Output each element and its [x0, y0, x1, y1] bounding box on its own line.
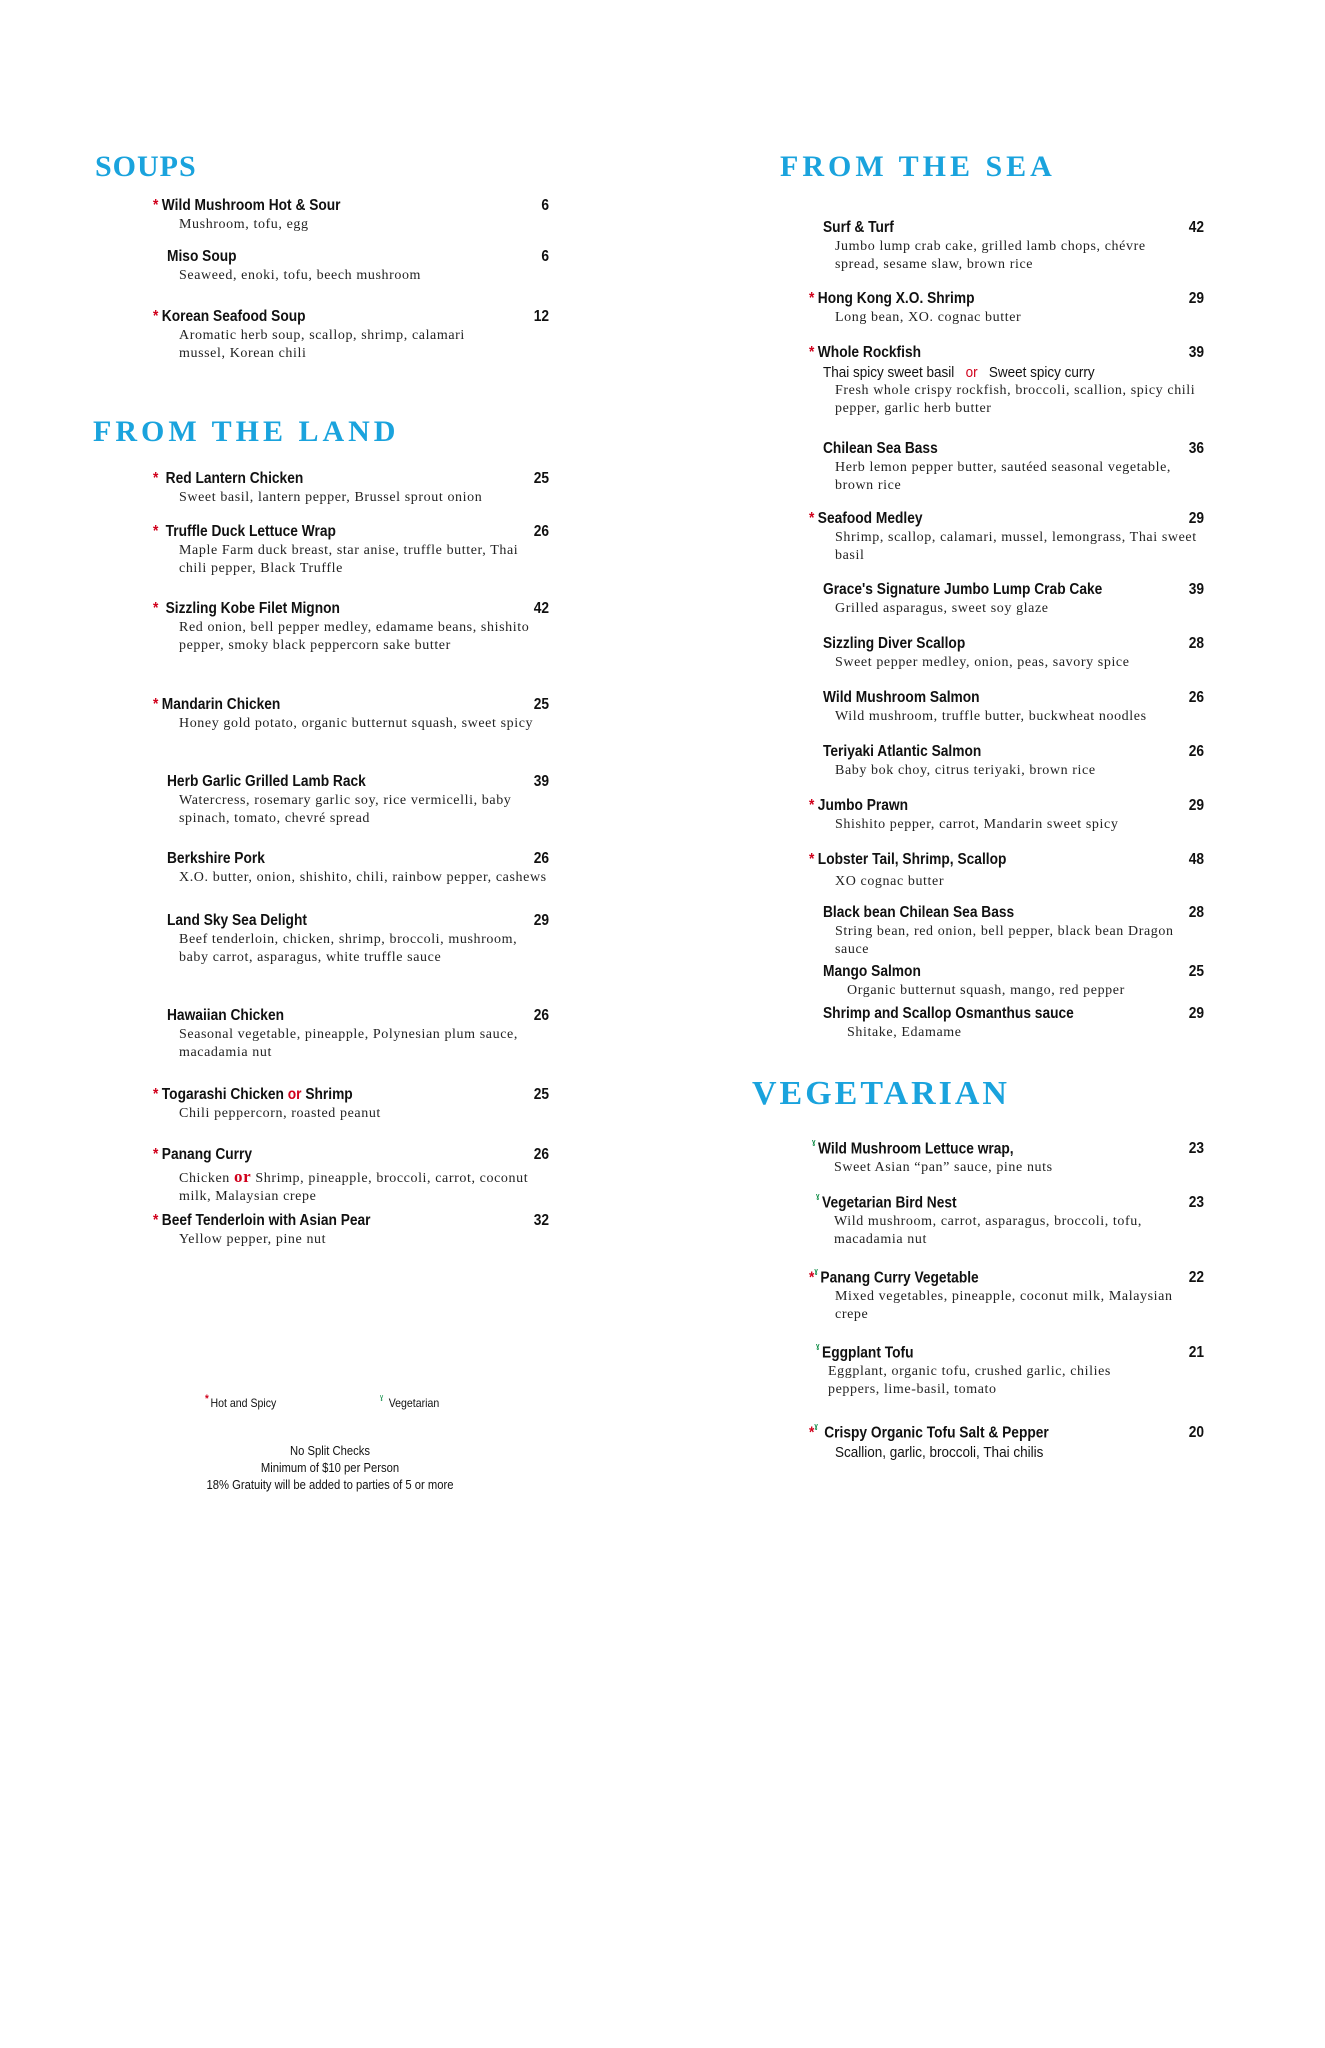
- spicy-icon: *: [153, 1086, 159, 1103]
- item-price: 25: [1188, 963, 1205, 980]
- item-description: String bean, red onion, bell pepper, black bean Dragon sauce: [835, 924, 1174, 957]
- item-name: Lobster Tail, Shrimp, Scallop: [817, 851, 1007, 868]
- footer-line: 18% Gratuity will be added to parties of 5 or more: [206, 1478, 454, 1492]
- menu-item: [153, 600, 550, 655]
- item-name: Panang Curry Vegetable: [820, 1269, 979, 1287]
- item-description: Red onion, bell pepper medley, edamame beans, shishito pepper, smoky black peppercorn sake butter: [179, 620, 530, 653]
- item-price: 29: [1188, 797, 1205, 814]
- item-name: Surf & Turf: [823, 219, 894, 236]
- item-price: 29: [1188, 510, 1205, 527]
- item-description: Shrimp, scallop, calamari, mussel, lemongrass, Thai sweet basil: [835, 530, 1197, 563]
- item-name: Seafood Medley: [817, 510, 923, 527]
- menu-item: [167, 248, 550, 285]
- item-description: Shishito pepper, carrot, Mandarin sweet spicy: [835, 817, 1119, 832]
- item-price: 6: [541, 248, 550, 265]
- section-title-sea: FROM THE SEA: [780, 150, 1056, 183]
- spicy-icon: *: [153, 197, 159, 214]
- item-name: Mandarin Chicken: [161, 696, 281, 713]
- menu-item: [823, 963, 1205, 1000]
- menu-item: [809, 510, 1205, 565]
- menu-item: [823, 743, 1205, 780]
- item-name: Beef Tenderloin with Asian Pear: [161, 1212, 371, 1229]
- item-description: Honey gold potato, organic butternut squash, sweet spicy: [179, 716, 534, 731]
- spicy-icon: *: [153, 600, 159, 617]
- legend-hot-label: Hot and Spicy: [210, 1396, 277, 1410]
- item-name: Wild Mushroom Salmon: [823, 689, 980, 706]
- item-description-b: Shrimp, pineapple, broccoli, carrot, coconut milk, Malaysian crepe: [179, 1171, 529, 1204]
- item-price: 26: [1188, 689, 1205, 706]
- item-name: Shrimp and Scallop Osmanthus sauce: [823, 1005, 1074, 1022]
- menu-item: [823, 904, 1205, 959]
- item-name: Truffle Duck Lettuce Wrap: [165, 523, 336, 540]
- vegetarian-icon: ˠ: [812, 1138, 816, 1150]
- item-name: Crispy Organic Tofu Salt & Pepper: [824, 1424, 1049, 1442]
- item-description: Mixed vegetables, pineapple, coconut milk, Malaysian crepe: [835, 1289, 1173, 1323]
- item-description: Shitake, Edamame: [847, 1025, 962, 1040]
- spicy-icon: *: [153, 470, 159, 487]
- item-description: Yellow pepper, pine nut: [179, 1232, 327, 1247]
- item-price: 25: [533, 1086, 550, 1103]
- menu-item: [167, 912, 550, 967]
- spicy-icon: *: [809, 1424, 815, 1442]
- item-price: 26: [533, 523, 550, 540]
- spicy-icon: *: [153, 308, 159, 325]
- item-price: 26: [533, 1007, 550, 1024]
- item-description: Eggplant, organic tofu, crushed garlic, chilies peppers, lime-basil, tomato: [828, 1364, 1111, 1398]
- item-description: Organic butternut squash, mango, red pepper: [847, 983, 1125, 998]
- item-price: 48: [1188, 851, 1205, 868]
- menu-item: [816, 1342, 1205, 1399]
- item-description: Wild mushroom, carrot, asparagus, broccoli, tofu, macadamia nut: [834, 1214, 1142, 1248]
- menu-item: [816, 1192, 1205, 1249]
- item-name: Berkshire Pork: [167, 850, 265, 867]
- item-name: Land Sky Sea Delight: [167, 912, 307, 929]
- item-price: 23: [1188, 1194, 1205, 1212]
- item-description: Chili peppercorn, roasted peanut: [179, 1106, 381, 1121]
- item-price: 26: [533, 1146, 550, 1163]
- menu-item: [809, 344, 1205, 418]
- item-price: 39: [533, 773, 550, 790]
- option-b: Sweet spicy curry: [988, 364, 1095, 381]
- item-name: Sizzling Diver Scallop: [823, 635, 966, 652]
- spicy-icon: *: [153, 1212, 159, 1229]
- menu-item: [167, 773, 550, 828]
- legend-hot: [205, 1393, 276, 1410]
- menu-item: [153, 1086, 550, 1123]
- menu-item: [153, 696, 550, 733]
- item-options: [823, 364, 1167, 381]
- item-name: Chilean Sea Bass: [823, 440, 938, 457]
- menu-item: [153, 470, 550, 507]
- item-name: Sizzling Kobe Filet Mignon: [165, 600, 340, 617]
- item-description: Watercress, rosemary garlic soy, rice vermicelli, baby spinach, tomato, chevré spread: [179, 793, 512, 826]
- item-price: 28: [1188, 904, 1205, 921]
- spicy-icon: *: [809, 510, 815, 527]
- item-name: Grace's Signature Jumbo Lump Crab Cake: [823, 581, 1103, 598]
- menu-item: [823, 219, 1205, 274]
- item-name: Eggplant Tofu: [822, 1344, 914, 1362]
- or-separator: or: [287, 1086, 302, 1103]
- spicy-icon: *: [205, 1393, 209, 1405]
- item-price: 23: [1188, 1140, 1205, 1158]
- item-name: Jumbo Prawn: [817, 797, 909, 814]
- item-description: Seaweed, enoki, tofu, beech mushroom: [179, 268, 422, 283]
- footer-line: Minimum of $10 per Person: [260, 1461, 400, 1475]
- menu-item: [167, 850, 550, 887]
- spicy-icon: *: [153, 696, 159, 713]
- item-price: 39: [1188, 581, 1205, 598]
- item-description: X.O. butter, onion, shishito, chili, rainbow pepper, cashews: [179, 870, 547, 885]
- section-title-vegetarian: VEGETARIAN: [752, 1075, 1010, 1112]
- item-price: 25: [533, 470, 550, 487]
- item-price: 22: [1188, 1269, 1205, 1287]
- item-name: Red Lantern Chicken: [165, 470, 304, 487]
- item-description: Seasonal vegetable, pineapple, Polynesian plum sauce, macadamia nut: [179, 1027, 518, 1060]
- item-name: Miso Soup: [167, 248, 237, 265]
- or-separator: or: [233, 1167, 252, 1186]
- legend-veg-label: Vegetarian: [388, 1396, 440, 1410]
- item-name: Wild Mushroom Lettuce wrap,: [818, 1140, 1014, 1158]
- item-description: Long bean, XO. cognac butter: [835, 310, 1022, 325]
- menu-item: [823, 689, 1205, 726]
- item-name: Panang Curry: [161, 1146, 253, 1163]
- item-price: 29: [533, 912, 550, 929]
- menu-item: [167, 1007, 550, 1062]
- item-price: 20: [1188, 1424, 1205, 1442]
- option-a: Thai spicy sweet basil: [823, 364, 955, 381]
- item-description: Baby bok choy, citrus teriyaki, brown rice: [835, 763, 1096, 778]
- footer-line: No Split Checks: [289, 1444, 371, 1458]
- spicy-icon: *: [153, 523, 159, 540]
- item-price: 6: [541, 197, 550, 214]
- item-description: XO cognac butter: [835, 874, 945, 889]
- vegetarian-icon: ˠ: [814, 1267, 818, 1279]
- section-title-soups: SOUPS: [95, 150, 197, 183]
- item-name: Teriyaki Atlantic Salmon: [823, 743, 982, 760]
- item-description: Herb lemon pepper butter, sautéed seasonal vegetable, brown rice: [835, 460, 1172, 493]
- menu-item: [153, 523, 550, 578]
- item-description: Mushroom, tofu, egg: [179, 217, 309, 232]
- item-price: 36: [1188, 440, 1205, 457]
- menu-item: [823, 581, 1205, 618]
- item-price: 26: [533, 850, 550, 867]
- spicy-icon: *: [153, 1146, 159, 1163]
- menu-item: [809, 797, 1205, 834]
- item-description: Sweet pepper medley, onion, peas, savory spice: [835, 655, 1130, 670]
- vegetarian-icon: ˠ: [816, 1342, 820, 1354]
- item-description: Fresh whole crispy rockfish, broccoli, scallion, spicy chili pepper, garlic herb butter: [835, 383, 1196, 416]
- item-price: 29: [1188, 1005, 1205, 1022]
- item-description: Scallion, garlic, broccoli, Thai chilis: [835, 1444, 1044, 1462]
- item-description: Wild mushroom, truffle butter, buckwheat noodles: [835, 709, 1147, 724]
- item-name: Herb Garlic Grilled Lamb Rack: [167, 773, 366, 790]
- item-price: 42: [533, 600, 550, 617]
- legend-veg: [380, 1393, 439, 1410]
- item-name: Vegetarian Bird Nest: [822, 1194, 957, 1212]
- item-name: Mango Salmon: [823, 963, 921, 980]
- item-name: Togarashi Chicken: [161, 1086, 284, 1103]
- item-description: [179, 1168, 549, 1206]
- menu-item: [809, 290, 1205, 327]
- item-price: 25: [533, 696, 550, 713]
- menu-item: [153, 197, 550, 234]
- item-price: 21: [1188, 1344, 1205, 1362]
- menu-item: [812, 1138, 1205, 1177]
- menu-item: [809, 1267, 1205, 1324]
- item-price: 39: [1188, 344, 1205, 361]
- spicy-icon: *: [809, 851, 815, 868]
- footer-notes: [204, 1443, 456, 1494]
- item-price: 28: [1188, 635, 1205, 652]
- menu-item: [153, 1212, 550, 1249]
- item-name: Hawaiian Chicken: [167, 1007, 285, 1024]
- item-description: Aromatic herb soup, scallop, shrimp, calamari mussel, Korean chili: [179, 328, 465, 361]
- item-name: Korean Seafood Soup: [161, 308, 306, 325]
- vegetarian-icon: ˠ: [816, 1192, 820, 1204]
- menu-item: [823, 1005, 1205, 1042]
- item-name-alt: Shrimp: [305, 1086, 353, 1103]
- menu-item: [153, 308, 550, 363]
- item-price: 42: [1188, 219, 1205, 236]
- spicy-icon: *: [809, 290, 815, 307]
- menu-item: [153, 1146, 550, 1206]
- item-name: Hong Kong X.O. Shrimp: [817, 290, 975, 307]
- item-description: Beef tenderloin, chicken, shrimp, broccoli, mushroom, baby carrot, asparagus, white truffle sauce: [179, 932, 518, 965]
- or-separator: or: [965, 364, 978, 381]
- item-description: Sweet Asian “pan” sauce, pine nuts: [834, 1160, 1053, 1176]
- item-price: 12: [533, 308, 550, 325]
- item-name: Wild Mushroom Hot & Sour: [161, 197, 341, 214]
- item-price: 32: [533, 1212, 550, 1229]
- item-price: 26: [1188, 743, 1205, 760]
- item-name: Black bean Chilean Sea Bass: [823, 904, 1015, 921]
- item-description: Maple Farm duck breast, star anise, truffle butter, Thai chili pepper, Black Truffle: [179, 543, 519, 576]
- menu-item: [823, 635, 1205, 672]
- item-description-a: Chicken: [179, 1171, 230, 1186]
- spicy-icon: *: [809, 1269, 815, 1287]
- section-title-land: FROM THE LAND: [93, 415, 400, 448]
- item-description: Sweet basil, lantern pepper, Brussel sprout onion: [179, 490, 483, 505]
- item-name: Whole Rockfish: [817, 344, 922, 361]
- menu-item: [823, 440, 1205, 495]
- item-price: 29: [1188, 290, 1205, 307]
- menu-item: [809, 1422, 1205, 1461]
- spicy-icon: *: [809, 797, 815, 814]
- vegetarian-icon: ˠ: [380, 1393, 384, 1405]
- spicy-icon: *: [809, 344, 815, 361]
- item-description: Jumbo lump crab cake, grilled lamb chops, chévre spread, sesame slaw, brown rice: [835, 239, 1146, 272]
- menu-item: [809, 851, 1205, 891]
- vegetarian-icon: ˠ: [814, 1422, 818, 1434]
- item-description: Grilled asparagus, sweet soy glaze: [835, 601, 1049, 616]
